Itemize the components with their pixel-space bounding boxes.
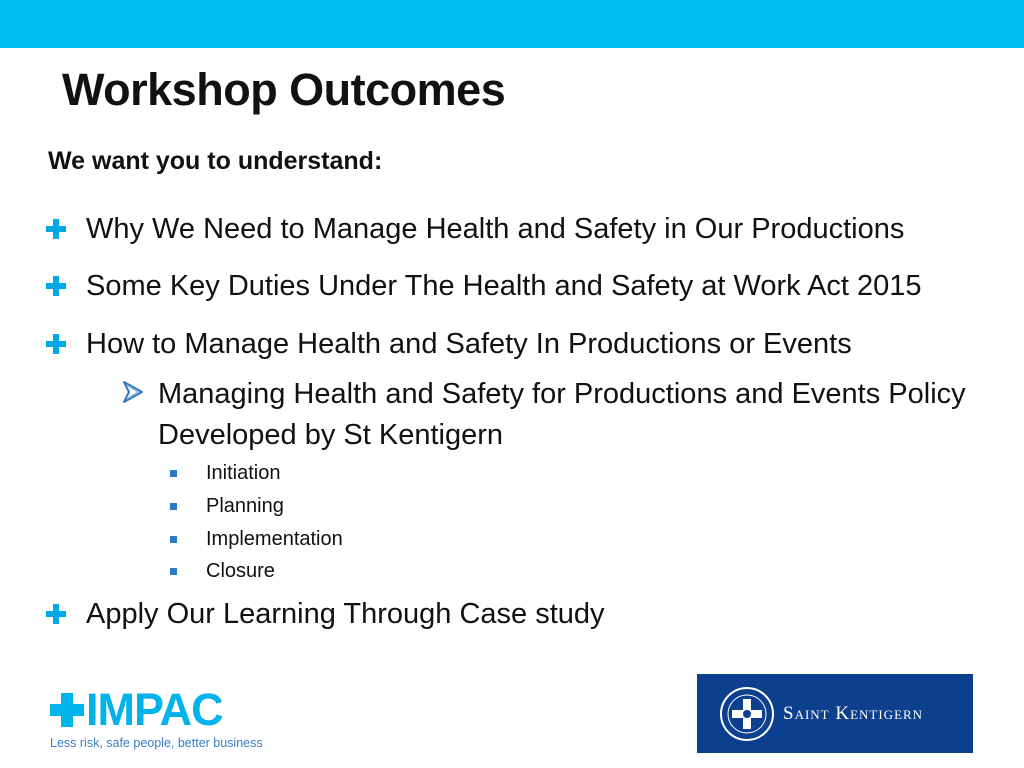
sub-sub-bullet-text: Implementation — [206, 527, 343, 550]
plus-icon — [46, 334, 66, 354]
sub-sub-bullet-text: Closure — [206, 559, 275, 582]
saint-kentigern-logo — [697, 674, 973, 753]
plus-icon — [46, 604, 66, 624]
square-bullet-icon — [170, 536, 177, 543]
arrow-right-icon — [121, 380, 145, 404]
square-bullet-icon — [170, 503, 177, 510]
bullet-item — [46, 594, 605, 634]
bullet-item — [46, 209, 904, 249]
school-crest-icon — [719, 686, 775, 742]
impac-logo — [50, 684, 263, 755]
slide-title: Workshop Outcomes — [62, 64, 506, 115]
bullet-item — [46, 324, 852, 364]
plus-icon — [46, 276, 66, 296]
sub-sub-bullet-item — [170, 460, 281, 486]
bullet-text: How to Manage Health and Safety In Productions or Events — [86, 327, 852, 360]
sub-sub-bullet-text: Planning — [206, 494, 284, 517]
sub-sub-bullet-text: Initiation — [206, 461, 281, 484]
impac-wordmark: IMPAC — [86, 684, 223, 735]
sub-sub-bullet-item — [170, 493, 284, 519]
impac-plus-icon — [50, 693, 84, 727]
impac-tagline: Less risk, safe people, better business — [50, 736, 263, 750]
sub-sub-bullet-item — [170, 526, 343, 552]
sub-sub-bullet-item — [170, 558, 275, 584]
bullet-item — [46, 266, 922, 306]
bullet-text: Why We Need to Manage Health and Safety in Our Productions — [86, 212, 905, 245]
bullet-text: Some Key Duties Under The Health and Safety at Work Act 2015 — [86, 269, 922, 302]
square-bullet-icon — [170, 568, 177, 575]
plus-icon — [46, 219, 66, 239]
slide-subtitle: We want you to understand: — [48, 147, 383, 175]
saint-kentigern-name: Saint Kentigern — [783, 702, 924, 724]
sub-bullet-text: Managing Health and Safety for Productions and Events Policy Developed by St Kentigern — [158, 378, 966, 451]
top-accent-bar — [0, 0, 1024, 48]
bullet-text: Apply Our Learning Through Case study — [86, 597, 605, 630]
square-bullet-icon — [170, 470, 177, 477]
